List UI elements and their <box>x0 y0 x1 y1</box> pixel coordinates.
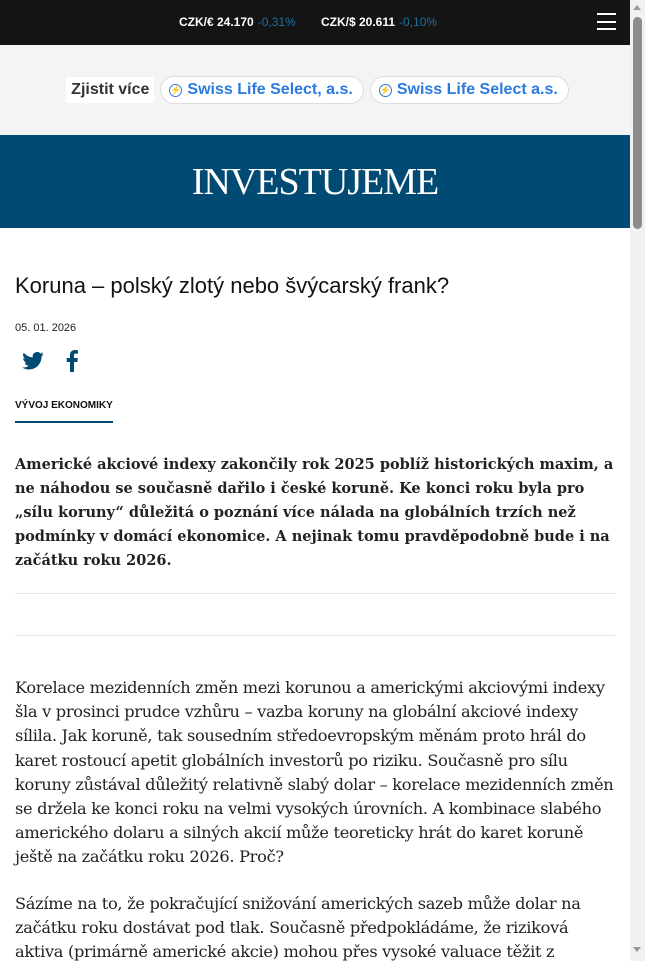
article <box>0 272 630 961</box>
divider <box>15 594 615 636</box>
top-bar <box>0 0 630 45</box>
paragraph: Korelace mezidenních změn mezi korunou a americkými akciovými indexy šla v prosinci prudce vzhůru – vazba koruny na globální akciové indexy sílila. Jak koruně, tak sousedním středoevropským měnám proto hrál do karet rostoucí apetit globálních investorů po riziku. Současně pro sílu koruny zůstával důležitý relativně slabý dolar – korelace mezidenních změn se držela ke konci roku na velmi vysokých úrovních. A kombinace slabého amerického dolaru a silných akcií může teoreticky hrát do karet koruně ještě na začátku roku 2026. Proč? <box>15 678 614 867</box>
article-lead: Americké akciové indexy zakončily rok 2025 poblíž historických maxim, a ne náhodou se současně dařilo i české koruně. Ke konci roku byla pro „sílu koruny“ důležitá o poznání více nálada na globálních trzích než podmínky v domácí ekonomice. A nejinak tomu pravděpodobně bude i na začátku roku 2026. <box>15 453 615 594</box>
rate-usd <box>321 15 437 29</box>
rate-eur-change: -0,31% <box>257 15 296 29</box>
scrollbar[interactable] <box>630 0 645 961</box>
ad-link-1[interactable] <box>160 76 363 104</box>
facebook-icon[interactable] <box>66 350 78 372</box>
rate-usd-value: CZK/$ 20.611 <box>321 15 396 29</box>
ad-bar <box>0 45 630 135</box>
ad-label: Zjistit více <box>66 77 154 103</box>
scroll-down-icon[interactable] <box>633 947 641 952</box>
scrollbar-thumb[interactable] <box>633 17 642 229</box>
share-buttons <box>15 350 615 372</box>
ad-link-2[interactable] <box>370 76 569 104</box>
paragraph: Sázíme na to, že pokračující snižování amerických sazeb může dolar na začátku roku dostávat pod tlak. Současně předpokládáme, že riziková aktiva (primárně americké akcie) mohou přes vysoké valuace těžit z <box>15 893 581 961</box>
rate-eur-value: CZK/€ 24.170 <box>179 15 254 29</box>
menu-icon[interactable] <box>597 13 616 30</box>
bolt-icon: ⚡ <box>170 84 182 95</box>
article-body <box>15 676 615 961</box>
ad-link-1-label: Swiss Life Select, a.s. <box>187 81 353 98</box>
scroll-up-icon[interactable] <box>633 5 641 10</box>
rate-usd-change: -0,10% <box>399 15 438 29</box>
rate-eur <box>179 15 296 29</box>
bolt-icon: ⚡ <box>379 84 392 95</box>
article-title: Koruna – polský zlotý nebo švýcarský frank? <box>15 273 450 298</box>
twitter-icon[interactable] <box>22 352 44 370</box>
site-header <box>0 135 630 228</box>
category-tag[interactable]: VÝVOJ EKONOMIKY <box>15 400 113 423</box>
article-date: 05. 01. 2026 <box>15 322 77 334</box>
site-logo[interactable]: INVESTUJEME <box>191 160 439 203</box>
ad-link-2-label: Swiss Life Select a.s. <box>396 81 558 98</box>
